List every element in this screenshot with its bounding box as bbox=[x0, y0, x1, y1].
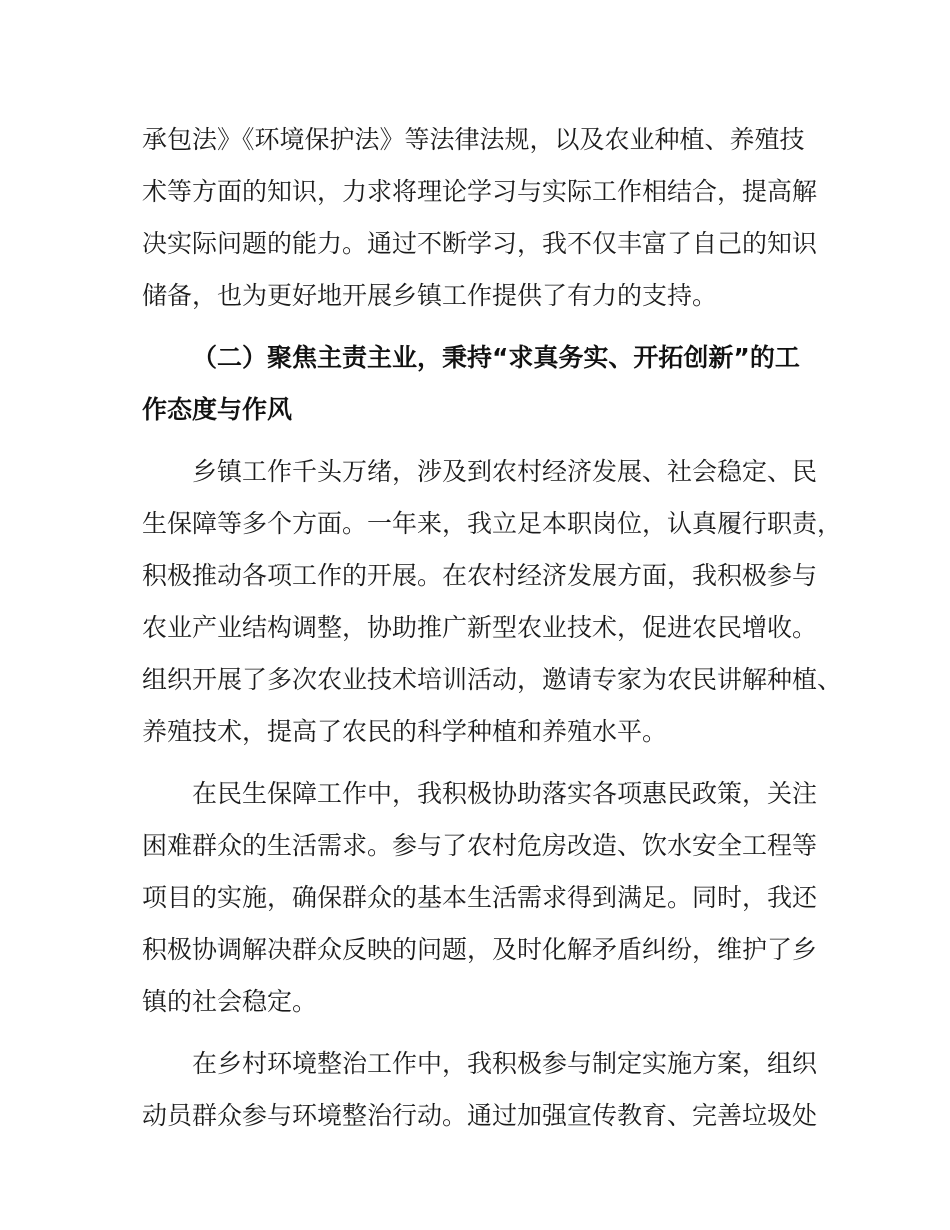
paragraph-3-line-5 bbox=[0, 982, 950, 1022]
paragraph-3-line-4 bbox=[0, 930, 950, 970]
paragraph-3-line-1 bbox=[0, 774, 950, 814]
text-line: 养殖技术，提高了农民的科学种植和养殖水平。 bbox=[142, 717, 668, 746]
text-line: 乡镇工作千头万绪，涉及到农村经济发展、社会稳定、民 bbox=[192, 457, 818, 486]
paragraph-1-line-1 bbox=[0, 120, 950, 160]
paragraph-1-line-3 bbox=[0, 224, 950, 264]
paragraph-2-line-1 bbox=[0, 452, 950, 492]
section-heading: 作态度与作风 bbox=[142, 395, 293, 424]
text-line: 组织开展了多次农业技术培训活动，邀请专家为农民讲解种植、 bbox=[142, 665, 843, 694]
text-line: 农业产业结构调整，协助推广新型农业技术，促进农民增收。 bbox=[142, 613, 818, 642]
paragraph-3-line-3 bbox=[0, 878, 950, 918]
paragraph-1-line-2 bbox=[0, 172, 950, 212]
text-line: 镇的社会稳定。 bbox=[142, 987, 318, 1016]
paragraph-1-line-4 bbox=[0, 276, 950, 316]
section-heading: （二）聚焦主责主业，秉持“求真务实、开拓创新”的工 bbox=[192, 343, 800, 372]
paragraph-2-line-4 bbox=[0, 608, 950, 648]
text-line: 积极协调解决群众反映的问题，及时化解矛盾纠纷，维护了乡 bbox=[142, 935, 818, 964]
paragraph-2-line-3 bbox=[0, 556, 950, 596]
section-heading-line-1 bbox=[0, 338, 950, 378]
text-line: 生保障等多个方面。一年来，我立足本职岗位，认真履行职责， bbox=[142, 509, 843, 538]
paragraph-4-line-2 bbox=[0, 1096, 950, 1136]
text-line: 在民生保障工作中，我积极协助落实各项惠民政策，关注 bbox=[192, 779, 818, 808]
text-line: 动员群众参与环境整治行动。通过加强宣传教育、完善垃圾处 bbox=[142, 1101, 818, 1130]
paragraph-2-line-6 bbox=[0, 712, 950, 752]
text-line: 决实际问题的能力。通过不断学习，我不仅丰富了自己的知识 bbox=[142, 229, 818, 258]
paragraph-2-line-5 bbox=[0, 660, 950, 700]
text-line: 术等方面的知识，力求将理论学习与实际工作相结合，提高解 bbox=[142, 177, 818, 206]
text-line: 困难群众的生活需求。参与了农村危房改造、饮水安全工程等 bbox=[142, 831, 818, 860]
paragraph-3-line-2 bbox=[0, 826, 950, 866]
text-line: 储备，也为更好地开展乡镇工作提供了有力的支持。 bbox=[142, 281, 718, 310]
text-line: 在乡村环境整治工作中，我积极参与制定实施方案，组织 bbox=[192, 1049, 818, 1078]
text-line: 积极推动各项工作的开展。在农村经济发展方面，我积极参与 bbox=[142, 561, 818, 590]
text-line: 项目的实施，确保群众的基本生活需求得到满足。同时，我还 bbox=[142, 883, 818, 912]
text-line: 承包法》《环境保护法》等法律法规，以及农业种植、养殖技 bbox=[142, 125, 805, 154]
section-heading-line-2 bbox=[0, 390, 950, 430]
paragraph-2-line-2 bbox=[0, 504, 950, 544]
paragraph-4-line-1 bbox=[0, 1044, 950, 1084]
